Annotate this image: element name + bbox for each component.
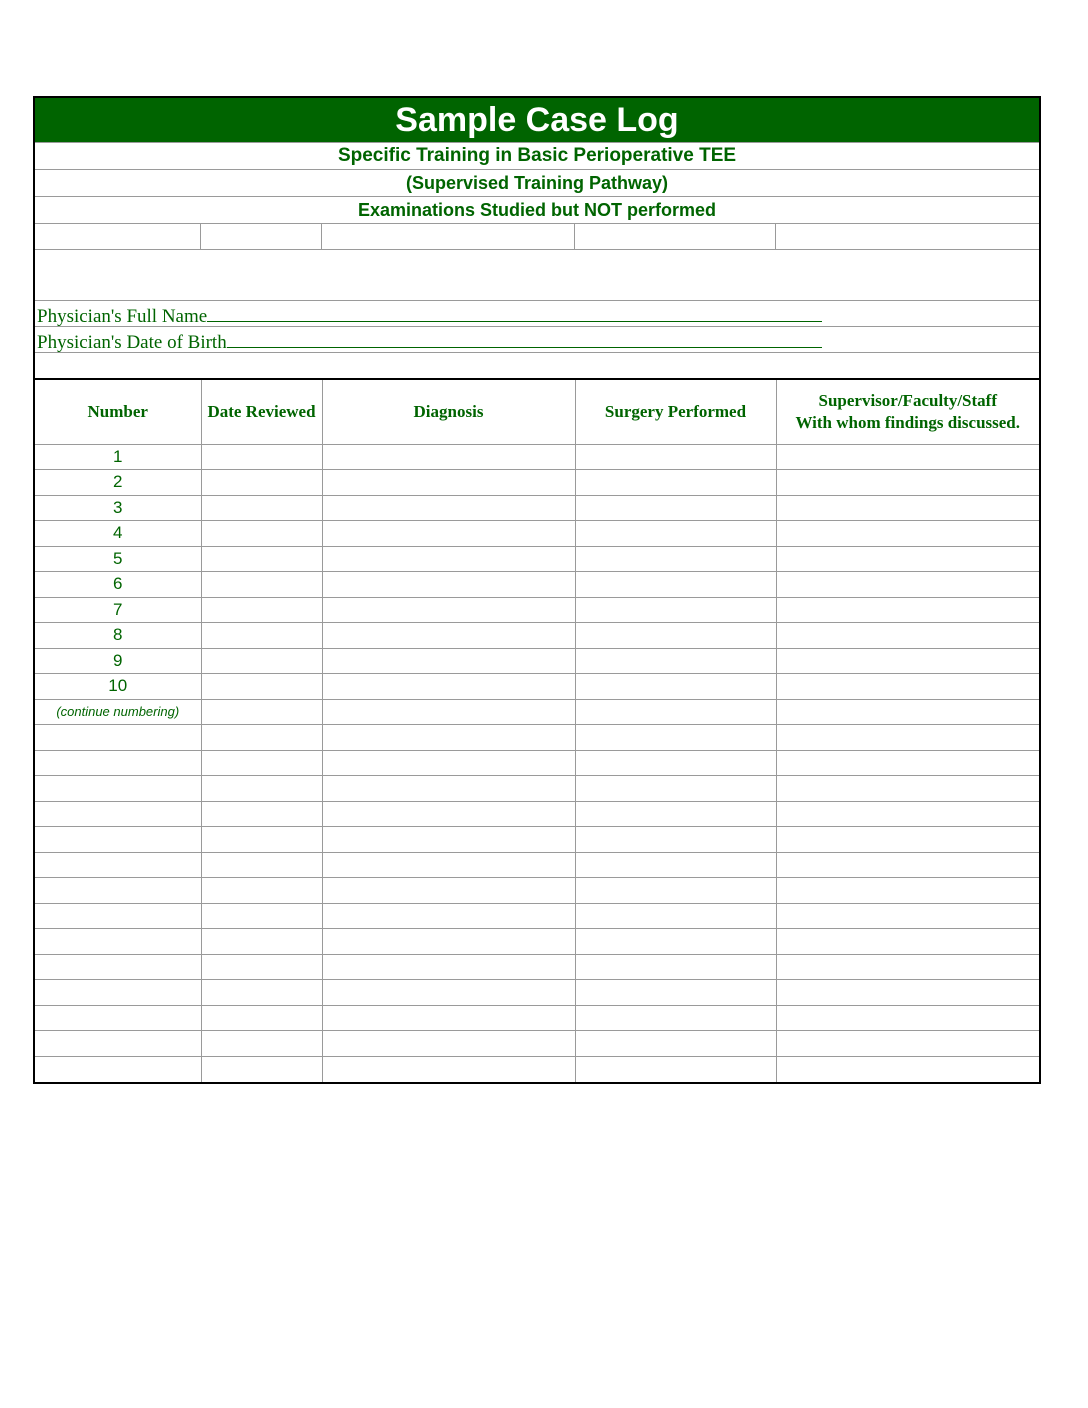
cell-surgery-performed[interactable] — [575, 929, 776, 955]
cell-date-reviewed[interactable] — [201, 776, 322, 802]
cell-date-reviewed[interactable] — [201, 954, 322, 980]
case-log-body — [35, 444, 1039, 1082]
cell-supervisor[interactable] — [776, 597, 1039, 623]
cell-supervisor[interactable] — [776, 903, 1039, 929]
table-row — [35, 699, 1039, 725]
cell-surgery-performed[interactable] — [575, 699, 776, 725]
cell-diagnosis[interactable] — [322, 674, 575, 700]
cell-surgery-performed[interactable] — [575, 623, 776, 649]
cell-number — [35, 776, 201, 802]
physician-dob-label: Physician's Date of Birth — [37, 332, 227, 353]
cell-supervisor[interactable] — [776, 623, 1039, 649]
cell-supervisor[interactable] — [776, 725, 1039, 751]
cell-date-reviewed[interactable] — [201, 827, 322, 853]
cell-surgery-performed[interactable] — [575, 572, 776, 598]
cell-number — [35, 954, 201, 980]
cell-number — [35, 878, 201, 904]
cell-supervisor[interactable] — [776, 1031, 1039, 1057]
spacer-cells-row — [35, 224, 1039, 250]
cell-surgery-performed[interactable] — [575, 878, 776, 904]
cell-supervisor[interactable] — [776, 648, 1039, 674]
table-row — [35, 878, 1039, 904]
cell-surgery-performed[interactable] — [575, 1005, 776, 1031]
cell-diagnosis[interactable] — [322, 750, 575, 776]
cell-diagnosis[interactable] — [322, 470, 575, 496]
column-header-supervisor — [776, 380, 1039, 444]
cell-surgery-performed[interactable] — [575, 980, 776, 1006]
table-row — [35, 444, 1039, 470]
cell-diagnosis[interactable] — [322, 980, 575, 1006]
cell-number: 4 — [35, 521, 201, 547]
cell-date-reviewed[interactable] — [201, 1005, 322, 1031]
physician-dob-line[interactable] — [227, 327, 822, 348]
cell-number — [35, 1056, 201, 1082]
cell-surgery-performed[interactable] — [575, 521, 776, 547]
column-header-surgery-performed: Surgery Performed — [575, 380, 776, 444]
cell-diagnosis[interactable] — [322, 903, 575, 929]
cell-diagnosis[interactable] — [322, 648, 575, 674]
cell-diagnosis[interactable] — [322, 623, 575, 649]
cell-number: 5 — [35, 546, 201, 572]
cell-surgery-performed[interactable] — [575, 954, 776, 980]
cell-date-reviewed[interactable] — [201, 674, 322, 700]
physician-full-name-line[interactable] — [207, 301, 822, 322]
cell-diagnosis[interactable] — [322, 597, 575, 623]
cell-surgery-performed[interactable] — [575, 903, 776, 929]
cell-diagnosis[interactable] — [322, 495, 575, 521]
table-row — [35, 1005, 1039, 1031]
cell-supervisor[interactable] — [776, 444, 1039, 470]
cell-diagnosis[interactable] — [322, 878, 575, 904]
cell-supervisor[interactable] — [776, 1056, 1039, 1082]
column-header-supervisor-line2: With whom findings discussed. — [795, 412, 1021, 432]
spacer-cell — [35, 224, 201, 249]
cell-supervisor[interactable] — [776, 674, 1039, 700]
cell-supervisor[interactable] — [776, 980, 1039, 1006]
cell-surgery-performed[interactable] — [575, 470, 776, 496]
cell-date-reviewed[interactable] — [201, 750, 322, 776]
cell-date-reviewed[interactable] — [201, 546, 322, 572]
cell-date-reviewed[interactable] — [201, 801, 322, 827]
cell-diagnosis[interactable] — [322, 929, 575, 955]
table-row — [35, 623, 1039, 649]
subtitle-examinations: Examinations Studied but NOT performed — [35, 197, 1039, 224]
cell-date-reviewed[interactable] — [201, 878, 322, 904]
cell-diagnosis[interactable] — [322, 521, 575, 547]
cell-supervisor[interactable] — [776, 827, 1039, 853]
cell-surgery-performed[interactable] — [575, 444, 776, 470]
cell-diagnosis[interactable] — [322, 699, 575, 725]
case-log-sheet — [33, 96, 1041, 1084]
table-row — [35, 750, 1039, 776]
case-log-table — [35, 380, 1039, 1082]
cell-diagnosis[interactable] — [322, 1005, 575, 1031]
cell-diagnosis[interactable] — [322, 801, 575, 827]
cell-number: (continue numbering) — [35, 699, 201, 725]
cell-date-reviewed[interactable] — [201, 1056, 322, 1082]
cell-number — [35, 903, 201, 929]
cell-number — [35, 827, 201, 853]
cell-number — [35, 801, 201, 827]
physician-dob-row[interactable] — [35, 327, 1039, 353]
cell-surgery-performed[interactable] — [575, 801, 776, 827]
cell-supervisor[interactable] — [776, 521, 1039, 547]
cell-supervisor[interactable] — [776, 878, 1039, 904]
cell-supervisor[interactable] — [776, 1005, 1039, 1031]
cell-supervisor[interactable] — [776, 546, 1039, 572]
spacer-cell — [322, 224, 575, 249]
table-row — [35, 1031, 1039, 1057]
cell-diagnosis[interactable] — [322, 725, 575, 751]
table-row — [35, 521, 1039, 547]
cell-date-reviewed[interactable] — [201, 699, 322, 725]
table-row — [35, 776, 1039, 802]
cell-number — [35, 725, 201, 751]
table-row — [35, 827, 1039, 853]
cell-date-reviewed[interactable] — [201, 725, 322, 751]
table-row — [35, 597, 1039, 623]
cell-diagnosis[interactable] — [322, 776, 575, 802]
cell-surgery-performed[interactable] — [575, 776, 776, 802]
table-header-row — [35, 380, 1039, 444]
cell-date-reviewed[interactable] — [201, 648, 322, 674]
cell-number: 3 — [35, 495, 201, 521]
table-row — [35, 572, 1039, 598]
cell-date-reviewed[interactable] — [201, 623, 322, 649]
cell-surgery-performed[interactable] — [575, 750, 776, 776]
table-row — [35, 546, 1039, 572]
cell-date-reviewed[interactable] — [201, 521, 322, 547]
blank-row — [35, 250, 1039, 301]
cell-date-reviewed[interactable] — [201, 444, 322, 470]
cell-number: 2 — [35, 470, 201, 496]
cell-diagnosis[interactable] — [322, 954, 575, 980]
cell-diagnosis[interactable] — [322, 827, 575, 853]
cell-supervisor[interactable] — [776, 470, 1039, 496]
cell-date-reviewed[interactable] — [201, 470, 322, 496]
physician-full-name-row[interactable] — [35, 301, 1039, 327]
column-header-date-reviewed: Date Reviewed — [201, 380, 322, 444]
cell-number — [35, 1031, 201, 1057]
cell-number — [35, 852, 201, 878]
cell-surgery-performed[interactable] — [575, 495, 776, 521]
cell-date-reviewed[interactable] — [201, 852, 322, 878]
cell-number: 7 — [35, 597, 201, 623]
subtitle-training: Specific Training in Basic Perioperative TEE — [35, 143, 1039, 170]
cell-surgery-performed[interactable] — [575, 546, 776, 572]
table-row — [35, 1056, 1039, 1082]
cell-number: 6 — [35, 572, 201, 598]
cell-supervisor[interactable] — [776, 801, 1039, 827]
cell-supervisor[interactable] — [776, 852, 1039, 878]
table-row — [35, 674, 1039, 700]
cell-supervisor[interactable] — [776, 776, 1039, 802]
cell-date-reviewed[interactable] — [201, 980, 322, 1006]
cell-surgery-performed[interactable] — [575, 1031, 776, 1057]
table-row — [35, 725, 1039, 751]
cell-diagnosis[interactable] — [322, 444, 575, 470]
physician-full-name-label: Physician's Full Name — [37, 306, 208, 327]
blank-row — [35, 353, 1039, 380]
spacer-cell — [201, 224, 322, 249]
cell-date-reviewed[interactable] — [201, 495, 322, 521]
table-row — [35, 980, 1039, 1006]
column-header-supervisor-line1: Supervisor/Faculty/Staff — [818, 390, 997, 410]
table-row — [35, 929, 1039, 955]
cell-supervisor[interactable] — [776, 699, 1039, 725]
cell-diagnosis[interactable] — [322, 1031, 575, 1057]
table-row — [35, 648, 1039, 674]
cell-diagnosis[interactable] — [322, 1056, 575, 1082]
cell-date-reviewed[interactable] — [201, 1031, 322, 1057]
cell-surgery-performed[interactable] — [575, 852, 776, 878]
spacer-cell — [776, 224, 1039, 249]
table-row — [35, 852, 1039, 878]
cell-supervisor[interactable] — [776, 954, 1039, 980]
column-header-diagnosis: Diagnosis — [322, 380, 575, 444]
cell-surgery-performed[interactable] — [575, 725, 776, 751]
cell-number — [35, 929, 201, 955]
cell-number — [35, 750, 201, 776]
cell-number: 1 — [35, 444, 201, 470]
spacer-cell — [575, 224, 776, 249]
cell-supervisor[interactable] — [776, 929, 1039, 955]
cell-number: 8 — [35, 623, 201, 649]
cell-number — [35, 1005, 201, 1031]
cell-date-reviewed[interactable] — [201, 597, 322, 623]
cell-diagnosis[interactable] — [322, 546, 575, 572]
cell-surgery-performed[interactable] — [575, 827, 776, 853]
cell-supervisor[interactable] — [776, 495, 1039, 521]
table-row — [35, 801, 1039, 827]
cell-surgery-performed[interactable] — [575, 597, 776, 623]
cell-supervisor[interactable] — [776, 572, 1039, 598]
cell-supervisor[interactable] — [776, 750, 1039, 776]
cell-date-reviewed[interactable] — [201, 929, 322, 955]
cell-diagnosis[interactable] — [322, 852, 575, 878]
cell-surgery-performed[interactable] — [575, 648, 776, 674]
table-row — [35, 954, 1039, 980]
cell-diagnosis[interactable] — [322, 572, 575, 598]
table-row — [35, 495, 1039, 521]
table-row — [35, 470, 1039, 496]
table-row — [35, 903, 1039, 929]
cell-number: 9 — [35, 648, 201, 674]
page-title: Sample Case Log — [35, 98, 1039, 143]
cell-date-reviewed[interactable] — [201, 903, 322, 929]
cell-number: 10 — [35, 674, 201, 700]
cell-surgery-performed[interactable] — [575, 674, 776, 700]
column-header-number: Number — [35, 380, 201, 444]
cell-date-reviewed[interactable] — [201, 572, 322, 598]
cell-surgery-performed[interactable] — [575, 1056, 776, 1082]
cell-number — [35, 980, 201, 1006]
subtitle-pathway: (Supervised Training Pathway) — [35, 170, 1039, 197]
